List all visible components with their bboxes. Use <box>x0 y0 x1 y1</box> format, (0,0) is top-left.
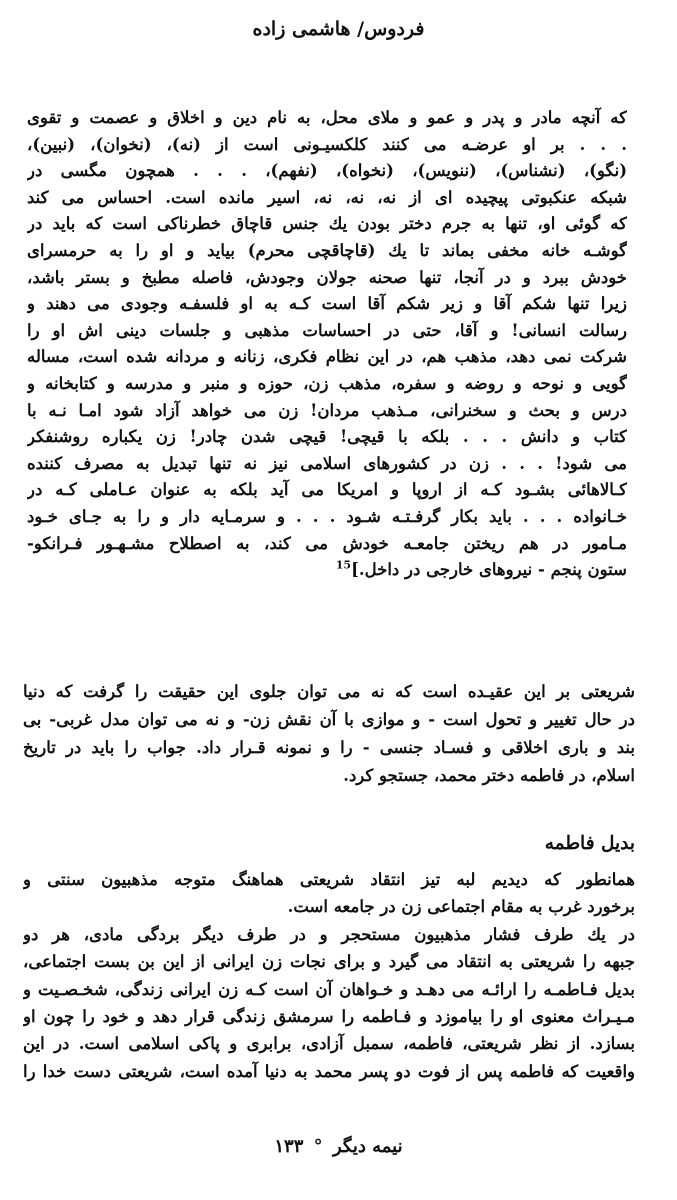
quote-line: شرکت نمی دهد، مذهب هم، در این نظام فکری، زنانه و مردانه شده است، مساله <box>27 347 627 367</box>
quote-line-text: ستون پنجم - نیروهای خارجی در داخل.] <box>351 560 627 580</box>
paragraph-line: برخورد غرب به مقام اجتماعی زن در جامعه است. <box>287 897 635 917</box>
footnote-reference: 15 <box>335 558 352 572</box>
quote-line: درس و بحث و سخنرانی، مـذهب مردان! زن می خواهد آزاد شود امـا نـه با <box>27 400 627 420</box>
quote-line: که آنچه مادر و پدر و عمو و ملای محل، به نام دین و اخلاق و عصمت و تقوی <box>27 108 627 127</box>
quote-line: که گوئی او، تنها به جرم دختر بودن یك جنس قاچاق خطرناکی است که باید در <box>27 214 627 234</box>
quote-line: خـانواده . . . باید بکار گرفـتـه شـود . . . و سرمـایه دار و را به جـای خـود <box>27 506 627 526</box>
quote-line: زیرا تنها شکم آقا و زیر شکم آقا است کـه به او فلسفـه وجودی می دهند و <box>27 294 627 314</box>
paragraph-line: واقعیت که فاطمه پس از فوت دو پسر محمد به دنیا آمده است، شریعتی دست خدا را <box>23 1061 635 1081</box>
quote-line: خودش ببرد و در آنجا، تنها صحنه جولان وجودش، فاصله مطبخ و بستر باشد، <box>27 267 627 287</box>
paragraph-line: شریعتی بر این عقیـده است که نه می توان جلوی این حقیقت را گرفت که دنیا <box>23 682 635 701</box>
quote-line: کـالاهائی بشـود کـه از اروپا و امریکا می آید بلکه به عنوان عـاملی کـه در <box>27 480 627 500</box>
quote-line: گویی و نوحه و روضه و سفره، مذهب زن، حوزه و منبر و مدرسه و کتابخانه و <box>27 373 627 393</box>
footer-separator: ° <box>313 1136 323 1157</box>
quote-line-with-footnote <box>27 557 627 584</box>
quote-line: گوشـه خانه مخفی بماند تا یك (قاچاقچی محرم) بیاید و او را به حرمسرای <box>27 240 627 260</box>
paragraph-line: بدیل فـاطمـه را ارائـه می دهـد و خـواهان آن است کـه زن ایرانی زندگی، شخـصـیت و <box>23 979 635 999</box>
quote-line: رسالت انسانی! و آقا، حتی در احساسات مذهبی و جلسات دینی اش او را <box>27 320 627 340</box>
quote-line: (نگو)، (نشناس)، (ننویس)، (نخواه)، (نفهم)، . . . همچون مگسی در <box>27 161 627 181</box>
quote-line: کتاب و دانش . . . بلکه با قیچی! قیچی شدن چادر! زن یکباره روشنفکر <box>27 427 627 447</box>
quote-line: شبکه عنکبوتی پیچیده ای از نه، نه، نه، اسیر مانده است. احساس می کند <box>27 187 627 207</box>
paragraph-line: در حال تغییر و تحول است - و موازی با آن نقش زن- و نه می توان مدل غربی- بی <box>23 710 635 729</box>
paragraph-line: مـیـراث معنوی او را بیاموزد و فـاطمه را سرمشق زندگی قرار دهد و خود را چون او <box>23 1007 635 1027</box>
paragraph-line: در یك طرف فشار مذهبیون مستحجر و در طرف دیگر بردگی مادی، هر دو <box>23 924 635 944</box>
quote-line: می شود! . . . زن در کشورهای اسلامی نیز نه تنها تبدیل به مصرف کننده <box>27 453 627 473</box>
paragraph-line: بند و باری اخلاقی و فسـاد جنسی - را و نمونه قـرار داد. جواب را باید در تاریخ <box>23 738 635 757</box>
quote-line: مـامور در هم ریختن جامعـه خودش می کند، به اصطلاح مشـهـور فـرانکو- <box>27 533 627 553</box>
paragraph-line: اسلام، در فاطمه دختر محمد، جستجو کرد. <box>343 766 635 785</box>
paragraph-line: همانطور که دیدیم لبه تیز انتقاد شریعتی هماهنگ متوجه مذهبیون سنتی و <box>23 870 635 889</box>
running-title: فردوس/ هاشمی زاده <box>252 18 425 40</box>
page-footer <box>0 1136 677 1157</box>
section-heading: بدیل فاطمه <box>544 833 635 854</box>
quoted-passage <box>27 105 627 584</box>
quote-line: . . . بر او عرضـه می کنند کلکسیـونی است از (نه)، (نخوان)، (نبین)، <box>27 134 627 154</box>
paragraph-line: بسازد. از نظر شریعتی، فاطمه، سمبل آزادی، برابری و پاکی اسلامی است. در این <box>23 1034 635 1054</box>
journal-name: نیمه دیگر <box>332 1136 403 1157</box>
body-paragraph <box>23 678 635 790</box>
page-number: ۱۳۳ <box>274 1136 304 1157</box>
paragraph-line: جبهه را شریعتی به انتقاد می گیرد و برای نجات زن ایرانی از این بن بست اجتماعی، <box>23 952 635 972</box>
section-text <box>23 866 635 1085</box>
